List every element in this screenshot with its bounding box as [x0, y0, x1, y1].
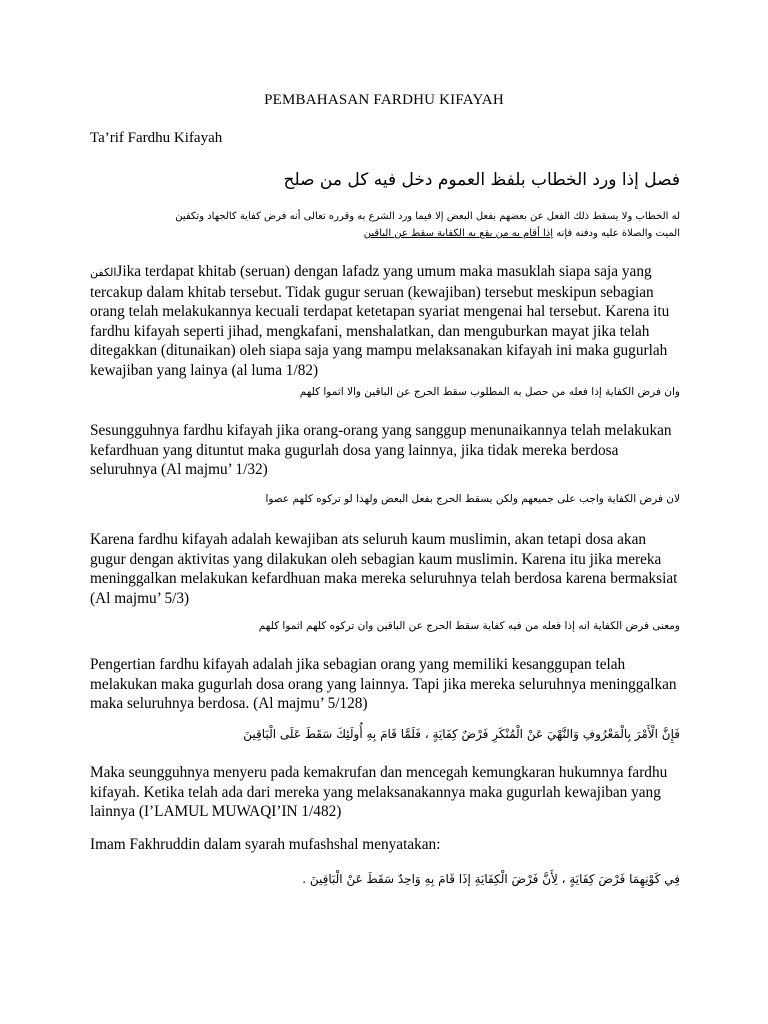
arabic-quote-line-2-underlined: إذا أقام به من يقع به الكفاية سقط عن الباقين: [363, 228, 554, 239]
paragraph-majmu-5-128: Pengertian fardhu kifayah adalah jika sebagian orang yang memiliki kesanggupan telah melakukan maka gugurlah dosa orang yang lainnya. Tapi jika mereka seluruhnya meninggalkan maka seluruhnya berdosa. (Al majmu’ 5/128): [90, 656, 677, 712]
arabic-quote-line-2-plain: الميت والصلاة عليه ودفنه فإنه: [556, 228, 680, 239]
section-subtitle: Ta’rif Fardhu Kifayah: [90, 130, 223, 146]
arabic-quote-majmu-1: وان فرض الكفاية إذا فعله من حصل به المطلوب سقط الحرج عن الباقين والا اثموا كلهم: [299, 386, 680, 398]
arabic-quote-fakhruddin: فِي كَوْنِهِمَا فَرْضَ كِفَايَةٍ ، لِأَنَّ فَرْضَ الْكِفَايَةِ إذَا قَامَ بِهِ وَاحِدٌ سَقَطَ عَنْ الْبَاقِينَ .: [302, 872, 680, 886]
arabic-quote-majmu-2: لان فرض الكفاية واجب على جميعهم ولكن يسقط الحرج بفعل البعض ولهذا لو تركوه كلهم عصوا: [265, 493, 680, 505]
arabic-inline-prefix: الكفن: [90, 266, 117, 279]
arabic-quote-line-2: [80, 225, 680, 242]
arabic-heading-quote: فصل إذا ورد الخطاب بلفظ العموم دخل فيه كل من صلح: [283, 170, 680, 190]
document-title: PEMBAHASAN FARDHU KIFAYAH: [264, 92, 504, 108]
paragraph-majmu-5-3: Karena fardhu kifayah adalah kewajiban ats seluruh kaum muslimin, akan tetapi dosa akan gugur dengan aktivitas yang dilakukan oleh sebagian kaum muslimin. Karena itu jika mereka meninggalkan melakukan kefardhuan maka mereka seluruhnya telah berdosa karena bermaksiat (Al majmu’ 5/3): [90, 531, 678, 607]
paragraph-ilamul-muwaqiin: Maka seungguhnya menyeru pada kemakrufan dan mencegah kemungkaran hukumnya fardhu kifayah. Ketika telah ada dari mereka yang melaksanakannya maka gugurlah kewajiban yang lainnya (I’LAMUL MUWAQI’IN 1/482): [90, 764, 668, 820]
arabic-quote-majmu-3: ومعنى فرض الكفاية انه إذا فعله من فيه كفاية سقط الحرج عن الباقين وان تركوه كلهم اثموا كلهم: [258, 620, 680, 632]
paragraph-definition: [90, 262, 680, 380]
arabic-quote-ilamul: فَإِنَّ الْأَمْرَ بِالْمَعْرُوفِ وَالنَّهْيَ عَنْ الْمُنْكَرِ فَرْضٌ كِفَايَةٍ ، فَلَمَّا قَامَ بِهِ أُولَئِكَ سَقَطَ عَلَى الْبَاقِينَ: [243, 727, 680, 741]
paragraph-definition-text: Jika terdapat khitab (seruan) dengan lafadz yang umum maka masuklah siapa saja yang tercakup dalam khitab tersebut. Tidak gugur seruan (kewajiban) tersebut meskipun sebagian orang telah melakukannya kecuali terdapat ketetapan syariat mengenai hal tersebut. Karena itu fardhu kifayah seperti jihad, mengkafani, menshalatkan, dan menguburkan mayat jika telah ditegakkan (ditunaikan) oleh siapa saja yang mampu melaksanakan kifayah ini maka gugurlah kewajiban yang lainya (al luma 1/82): [90, 263, 670, 379]
paragraph-majmu-1-32: Sesungguhnya fardhu kifayah jika orang-orang yang sanggup menunaikannya telah melakukan kefardhuan yang dituntut maka gugurlah dosa yang lainnya, jika tidak mereka berdosa seluruhnya (Al majmu’ 1/32): [90, 422, 672, 478]
arabic-quote-al-luma: [80, 208, 680, 242]
arabic-quote-line-1: له الخطاب ولا يسقط ذلك الفعل عن بعضهم بفعل البعض إلا فيما ورد الشرع به وقرره تعالى أنه فرض كفاية كالجهاد وتكفين: [175, 211, 680, 222]
paragraph-imam-fakhruddin: Imam Fakhruddin dalam syarah mufashshal menyatakan:: [90, 836, 441, 853]
